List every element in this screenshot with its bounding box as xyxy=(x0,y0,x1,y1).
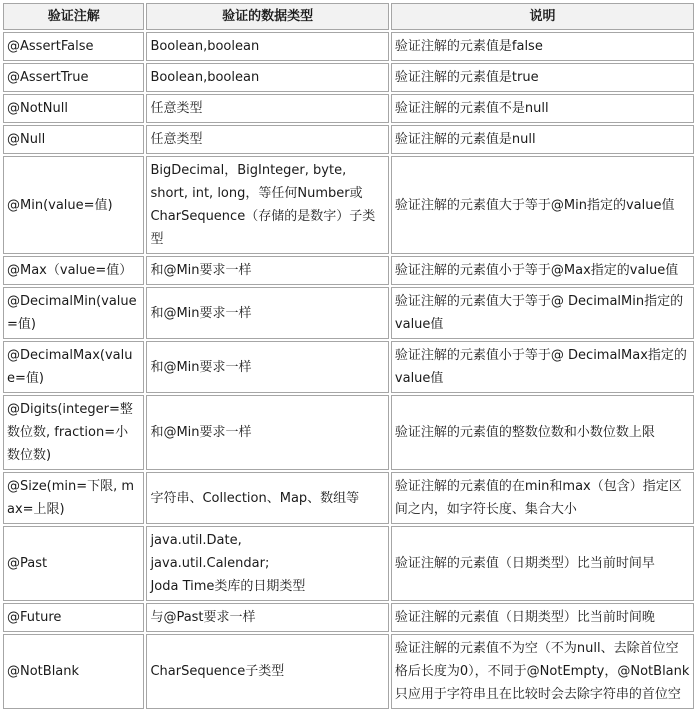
data-type-cell xyxy=(146,32,388,61)
data-type-line: 和@Min要求一样 xyxy=(150,359,252,375)
description-line: 验证注解的元素值（日期类型）比当前时间早 xyxy=(394,556,655,571)
data-type-line: 与@Past要求一样 xyxy=(150,610,256,625)
description-cell xyxy=(391,94,694,123)
description-line: 验证注解的元素值大于等于@Min指定的value值 xyxy=(394,197,675,213)
description-line: 格后长度为0），不同于@NotEmpty，@NotBlank xyxy=(394,664,690,679)
header-row xyxy=(3,3,694,30)
table-row xyxy=(3,63,694,92)
data-type-cell xyxy=(146,256,388,285)
description-cell xyxy=(391,63,694,92)
annotation-cell: @DecimalMin(value=值) xyxy=(3,287,144,339)
description-line: 验证注解的元素值大于等于@ DecimalMin指定的 xyxy=(394,294,684,309)
data-type-line: java.util.Date, xyxy=(150,533,242,548)
header-annotation: 验证注解 xyxy=(3,3,144,30)
table-row xyxy=(3,156,694,254)
table-row xyxy=(3,125,694,154)
description-line: 间之内，如字符长度、集合大小 xyxy=(394,502,577,517)
data-type-line: Boolean,boolean xyxy=(150,39,260,54)
data-type-line: 字符串、Collection、Map、数组等 xyxy=(150,490,360,506)
description-cell xyxy=(391,256,694,285)
description-line: 验证注解的元素值（日期类型）比当前时间晚 xyxy=(394,610,655,625)
table-row xyxy=(3,472,694,524)
annotation-cell: @Past xyxy=(3,526,144,601)
description-cell xyxy=(391,526,694,601)
description-line: 验证注解的元素值是null xyxy=(394,132,536,147)
table-row xyxy=(3,256,694,285)
data-type-line: 和@Min要求一样 xyxy=(150,425,252,440)
description-line: 验证注解的元素值小于等于@ DecimalMax指定的 xyxy=(394,348,687,363)
table-row xyxy=(3,526,694,601)
annotation-cell: @Digits(integer=整数位数, fraction=小数位数) xyxy=(3,395,144,470)
description-line: 验证注解的元素值是true xyxy=(394,70,539,85)
data-type-line: 和@Min要求一样 xyxy=(150,263,252,278)
data-type-line: java.util.Calendar; xyxy=(150,556,270,571)
annotation-cell: @Null xyxy=(3,125,144,154)
annotation-cell: @AssertFalse xyxy=(3,32,144,61)
table-row xyxy=(3,94,694,123)
data-type-line: CharSequence子类型 xyxy=(150,664,285,679)
description-line: 验证注解的元素值不是null xyxy=(394,101,549,116)
description-line: 验证注解的元素值小于等于@Max指定的value值 xyxy=(394,263,679,278)
data-type-cell xyxy=(146,94,388,123)
table-row xyxy=(3,32,694,61)
description-cell xyxy=(391,341,694,393)
description-cell xyxy=(391,395,694,470)
data-type-cell xyxy=(146,634,388,709)
description-line: 只应用于字符串且在比较时会去除字符串的首位空 xyxy=(394,687,681,702)
description-line: value值 xyxy=(394,317,444,332)
annotation-cell: @DecimalMax(value=值) xyxy=(3,341,144,393)
description-cell xyxy=(391,634,694,709)
table-row xyxy=(3,634,694,709)
table-row xyxy=(3,395,694,470)
annotation-cell: @Max（value=值） xyxy=(3,256,144,285)
header-data-type: 验证的数据类型 xyxy=(146,3,388,30)
description-cell xyxy=(391,125,694,154)
annotation-cell: @NotBlank xyxy=(3,634,144,709)
description-line: 验证注解的元素值是false xyxy=(394,39,543,54)
data-type-line: BigDecimal，BigInteger, byte, xyxy=(150,163,347,178)
annotation-cell: @Min(value=值) xyxy=(3,156,144,254)
description-line: 验证注解的元素值的整数位数和小数位数上限 xyxy=(394,425,655,440)
data-type-cell xyxy=(146,395,388,470)
data-type-line: 和@Min要求一样 xyxy=(150,305,252,321)
data-type-line: Joda Time类库的日期类型 xyxy=(150,579,306,594)
data-type-line: short, int, long，等任何Number或 xyxy=(150,186,363,201)
data-type-cell xyxy=(146,125,388,154)
data-type-cell xyxy=(146,472,388,524)
annotation-cell: @NotNull xyxy=(3,94,144,123)
data-type-cell xyxy=(146,156,388,254)
description-line: value值 xyxy=(394,371,444,386)
data-type-line: 任意类型 xyxy=(150,132,203,147)
annotation-cell: @Size(min=下限, max=上限) xyxy=(3,472,144,524)
data-type-cell xyxy=(146,63,388,92)
table-row xyxy=(3,341,694,393)
table-body xyxy=(3,32,694,709)
description-cell xyxy=(391,32,694,61)
description-cell xyxy=(391,603,694,632)
header-description: 说明 xyxy=(391,3,694,30)
data-type-line: 任意类型 xyxy=(150,101,203,116)
table-row xyxy=(3,603,694,632)
annotation-cell: @AssertTrue xyxy=(3,63,144,92)
data-type-cell xyxy=(146,341,388,393)
table-row xyxy=(3,287,694,339)
description-line: 验证注解的元素值不为空（不为null、去除首位空 xyxy=(394,641,679,656)
description-cell xyxy=(391,156,694,254)
data-type-cell xyxy=(146,287,388,339)
validation-annotation-table xyxy=(1,1,696,711)
data-type-line: Boolean,boolean xyxy=(150,70,260,85)
description-cell xyxy=(391,472,694,524)
data-type-cell xyxy=(146,526,388,601)
data-type-line: CharSequence（存储的是数字）子类型 xyxy=(150,209,376,247)
description-cell xyxy=(391,287,694,339)
data-type-cell xyxy=(146,603,388,632)
annotation-cell: @Future xyxy=(3,603,144,632)
description-line: 验证注解的元素值的在min和max（包含）指定区 xyxy=(394,479,682,494)
